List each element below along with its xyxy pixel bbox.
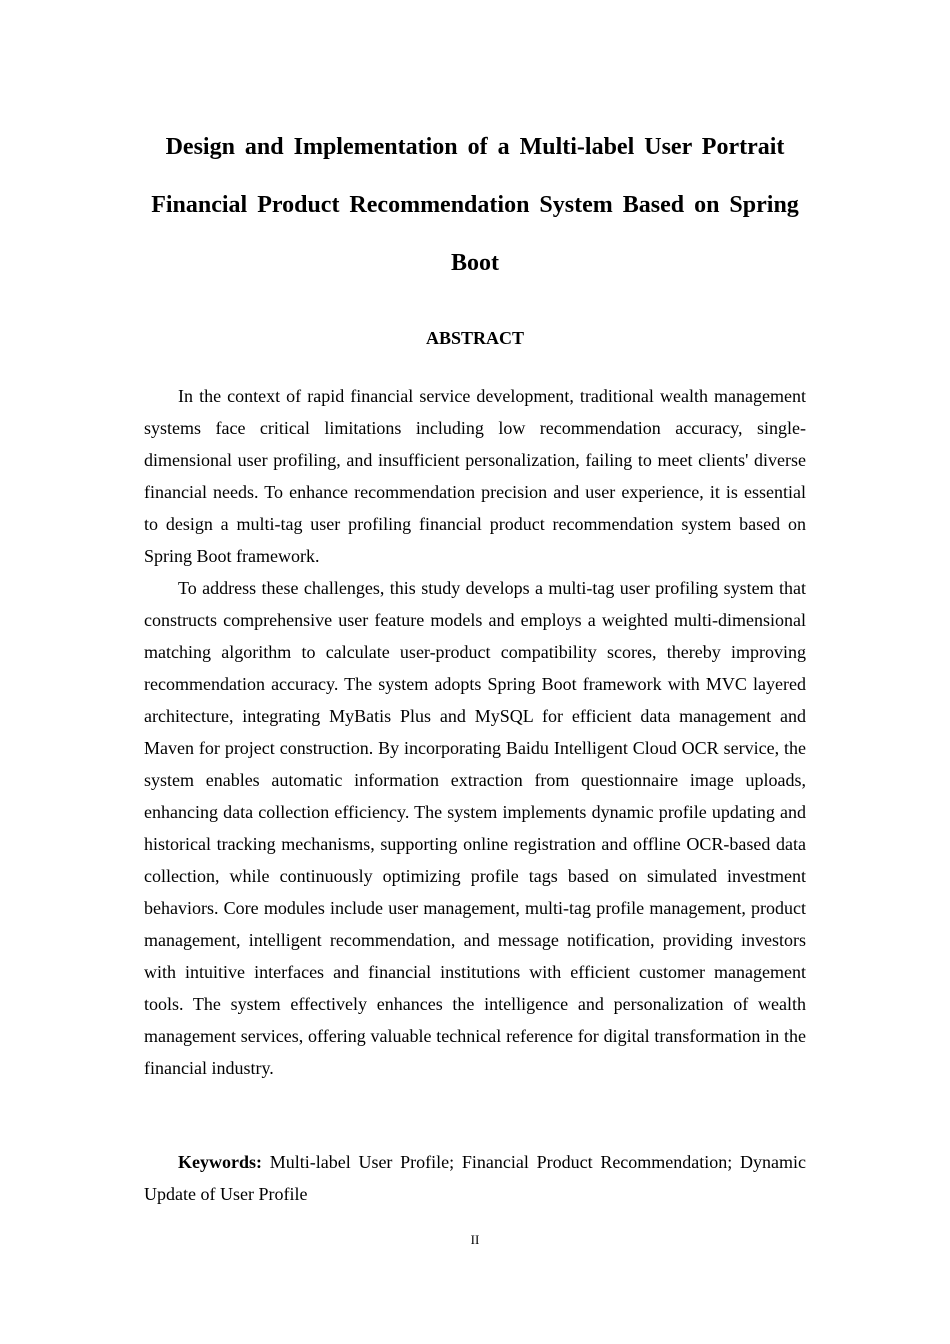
abstract-paragraph-1: In the context of rapid financial service development, traditional wealth management systems face critical limitations including low recommendation accuracy, single-dimensional user profiling, and insufficient personalization, failing to meet clients' diverse financial needs. To enhance recommendation precision and user experience, it is essential to design a multi-tag user profiling financial product recommendation system based on Spring Boot framework.: [144, 386, 806, 566]
keywords-text: Multi-label User Profile; Financial Product Recommendation; Dynamic Update of User Profile: [144, 1152, 806, 1204]
abstract-heading: ABSTRACT: [425, 328, 525, 348]
abstract-paragraph-2: To address these challenges, this study develops a multi-tag user profiling system that constructs comprehensive user feature models and employs a weighted multi-dimensional matching algorithm to calculate user-product compatibility scores, thereby improving recommendation accuracy. The system adopts Spring Boot framework with MVC layered architecture, integrating MyBatis Plus and MySQL for efficient data management and Maven for project construction. By incorporating Baidu Intelligent Cloud OCR service, the system enables automatic information extraction from questionnaire image uploads, enhancing data collection efficiency. The system implements dynamic profile updating and historical tracking mechanisms, supporting online registration and offline OCR-based data collection, while continuously optimizing profile tags based on simulated investment behaviors. Core modules include user management, multi-tag profile management, product management, intelligent recommendation, and message notification, providing investors with intuitive interfaces and financial institutions with efficient customer management tools. The system effectively enhances the intelligence and personalization of wealth management services, offering valuable technical reference for digital transformation in the financial industry.: [144, 578, 806, 1078]
page-number: II: [470, 1232, 480, 1247]
keywords-label: Keywords:: [178, 1152, 262, 1172]
keywords-line: [144, 1146, 806, 1210]
paper-title: Design and Implementation of a Multi-label User Portrait Financial Product Recommendation System Based on Spring Boot: [151, 134, 799, 276]
abstract-body: [144, 380, 806, 1084]
